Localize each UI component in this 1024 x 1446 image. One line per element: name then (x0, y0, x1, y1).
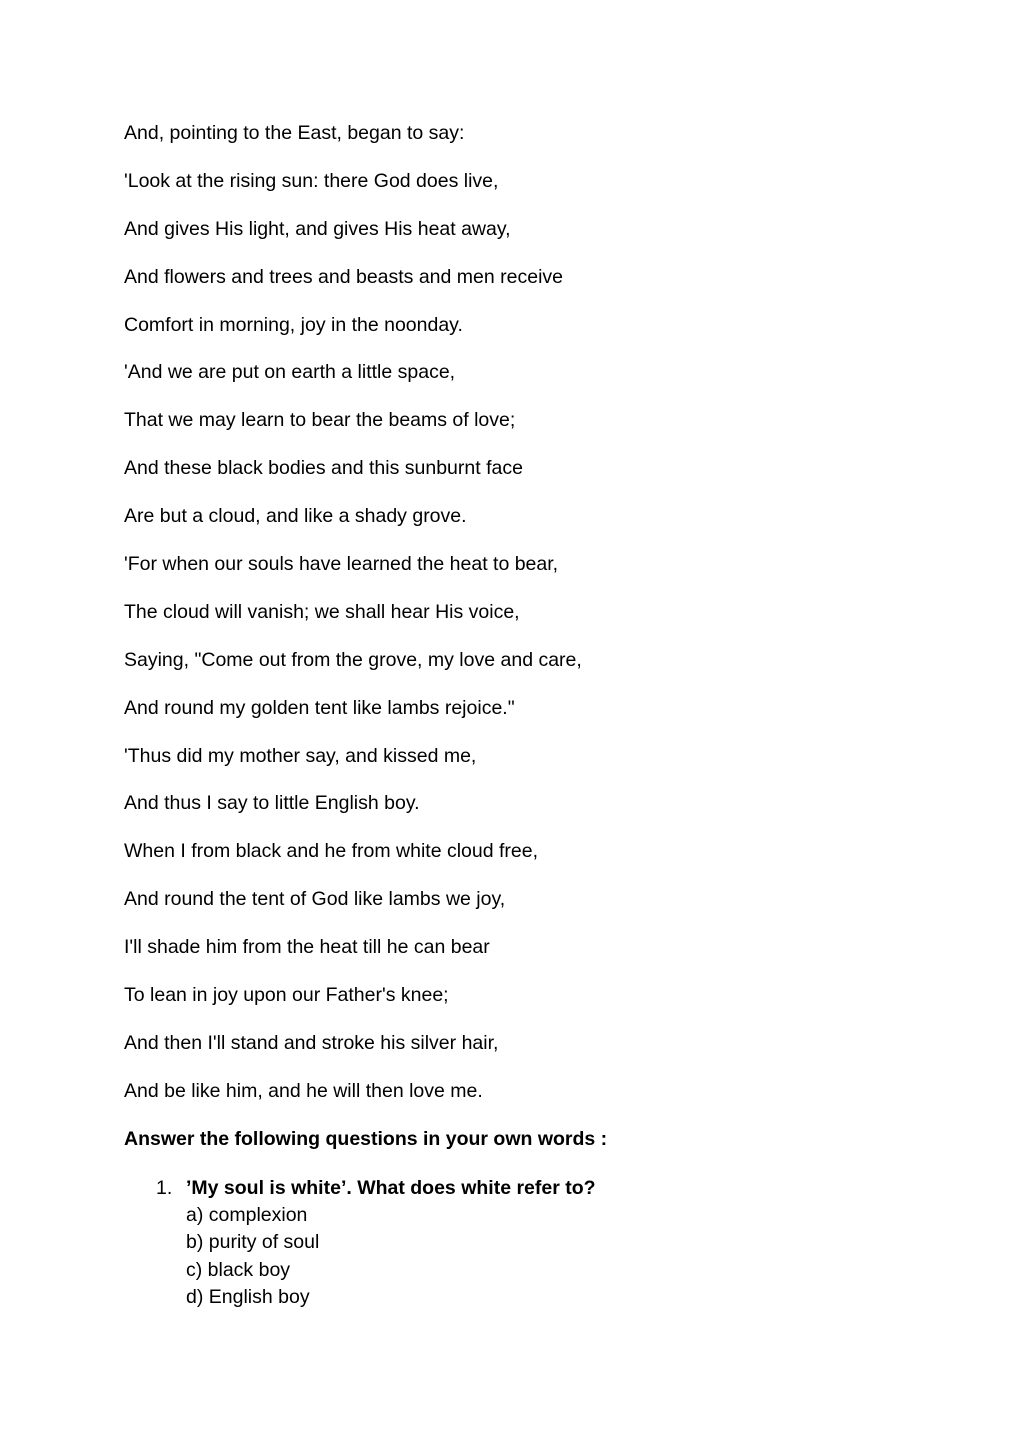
answer-option-d: d) English boy (186, 1285, 310, 1308)
question-list (124, 1175, 924, 1311)
poem-line: When I from black and he from white cloud free, (124, 840, 539, 863)
question-number: 1. (156, 1177, 173, 1199)
question-item (124, 1175, 924, 1311)
poem-line: 'Look at the rising sun: there God does live, (124, 169, 499, 192)
poem-line: The cloud will vanish; we shall hear His voice, (124, 600, 520, 623)
poem-section (124, 122, 924, 1151)
instruction-heading: Answer the following questions in your own words : (124, 1127, 608, 1150)
poem-line: And thus I say to little English boy. (124, 792, 420, 815)
poem-line: To lean in joy upon our Father's knee; (124, 984, 449, 1007)
poem-line: And gives His light, and gives His heat away, (124, 217, 511, 240)
poem-line: Comfort in morning, joy in the noonday. (124, 313, 463, 336)
poem-line: I'll shade him from the heat till he can bear (124, 936, 490, 959)
poem-line: And these black bodies and this sunburnt face (124, 457, 523, 480)
poem-line: And then I'll stand and stroke his silver hair, (124, 1031, 499, 1054)
answer-option-a: a) complexion (186, 1204, 308, 1226)
poem-line: And be like him, and he will then love me. (124, 1079, 483, 1102)
poem-line: Saying, "Come out from the grove, my love and care, (124, 648, 582, 671)
poem-line: And flowers and trees and beasts and men receive (124, 265, 564, 288)
poem-line: Are but a cloud, and like a shady grove. (124, 505, 467, 528)
poem-line: That we may learn to bear the beams of love; (124, 409, 516, 432)
poem-line: 'For when our souls have learned the heat to bear, (124, 553, 559, 576)
answer-option-c: c) black boy (186, 1258, 291, 1281)
question-text: ’My soul is white’. What does white refer to? (186, 1177, 596, 1199)
poem-line: And round the tent of God like lambs we joy, (124, 888, 506, 911)
answer-option-b: b) purity of soul (186, 1231, 320, 1254)
poem-line: 'Thus did my mother say, and kissed me, (124, 744, 477, 767)
poem-line: 'And we are put on earth a little space, (124, 361, 456, 384)
poem-line: And round my golden tent like lambs rejoice." (124, 696, 515, 719)
poem-line: And, pointing to the East, began to say: (124, 122, 465, 144)
